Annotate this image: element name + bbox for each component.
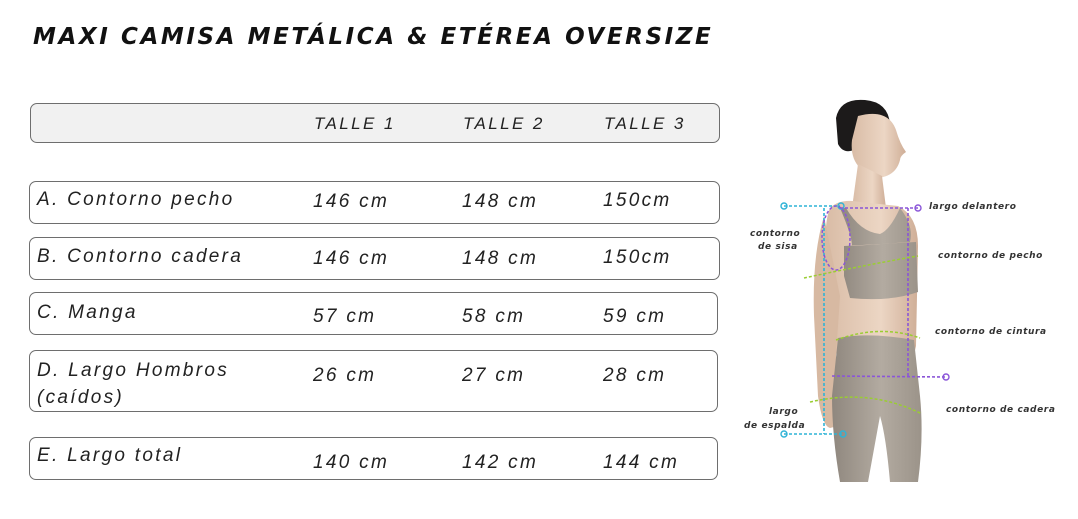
table-row [29, 181, 720, 224]
row-label: B. Contorno cadera [37, 246, 244, 267]
row-value-talle-3: 59 cm [603, 306, 667, 327]
table-row [29, 350, 718, 412]
row-value-talle-1: 146 cm [313, 191, 390, 212]
header-talle-2: TALLE 2 [463, 114, 545, 133]
label-contorno-cintura: contorno de cintura [935, 327, 1047, 337]
row-value-talle-2: 58 cm [462, 306, 526, 327]
label-contorno-sisa-1: contorno [750, 229, 801, 239]
page-title: MAXI CAMISA METÁLICA & ETÉREA OVERSIZE [33, 24, 714, 50]
row-value-talle-2: 27 cm [462, 365, 526, 386]
label-contorno-sisa-2: de sisa [758, 242, 798, 252]
row-label: E. Largo total [37, 445, 183, 466]
model-illustration [740, 96, 1070, 496]
label-largo-delantero: largo delantero [929, 202, 1017, 212]
row-value-talle-2: 148 cm [462, 191, 539, 212]
table-row [29, 437, 718, 480]
row-value-talle-1: 26 cm [313, 365, 377, 386]
header-talle-3: TALLE 3 [604, 114, 686, 133]
row-value-talle-1: 146 cm [313, 248, 390, 269]
row-label: D. Largo Hombros (caídos) [37, 360, 230, 408]
row-value-talle-3: 150cm [603, 247, 672, 268]
header-talle-1: TALLE 1 [314, 114, 396, 133]
label-largo-espalda-2: de espalda [744, 421, 806, 431]
bottom-garment [832, 335, 922, 482]
label-largo-espalda-1: largo [769, 407, 799, 417]
row-value-talle-3: 150cm [603, 190, 672, 211]
table-row [29, 292, 718, 335]
row-label: C. Manga [37, 302, 138, 323]
row-value-talle-3: 144 cm [603, 452, 680, 473]
row-value-talle-1: 57 cm [313, 306, 377, 327]
label-contorno-pecho: contorno de pecho [938, 251, 1043, 261]
table-row [29, 237, 720, 280]
row-value-talle-2: 148 cm [462, 248, 539, 269]
measurement-figure [740, 96, 1070, 496]
label-contorno-cadera: contorno de cadera [946, 405, 1056, 415]
row-value-talle-3: 28 cm [603, 365, 667, 386]
row-value-talle-2: 142 cm [462, 452, 539, 473]
row-label: A. Contorno pecho [37, 189, 235, 210]
table-header [30, 103, 720, 143]
row-value-talle-1: 140 cm [313, 452, 390, 473]
